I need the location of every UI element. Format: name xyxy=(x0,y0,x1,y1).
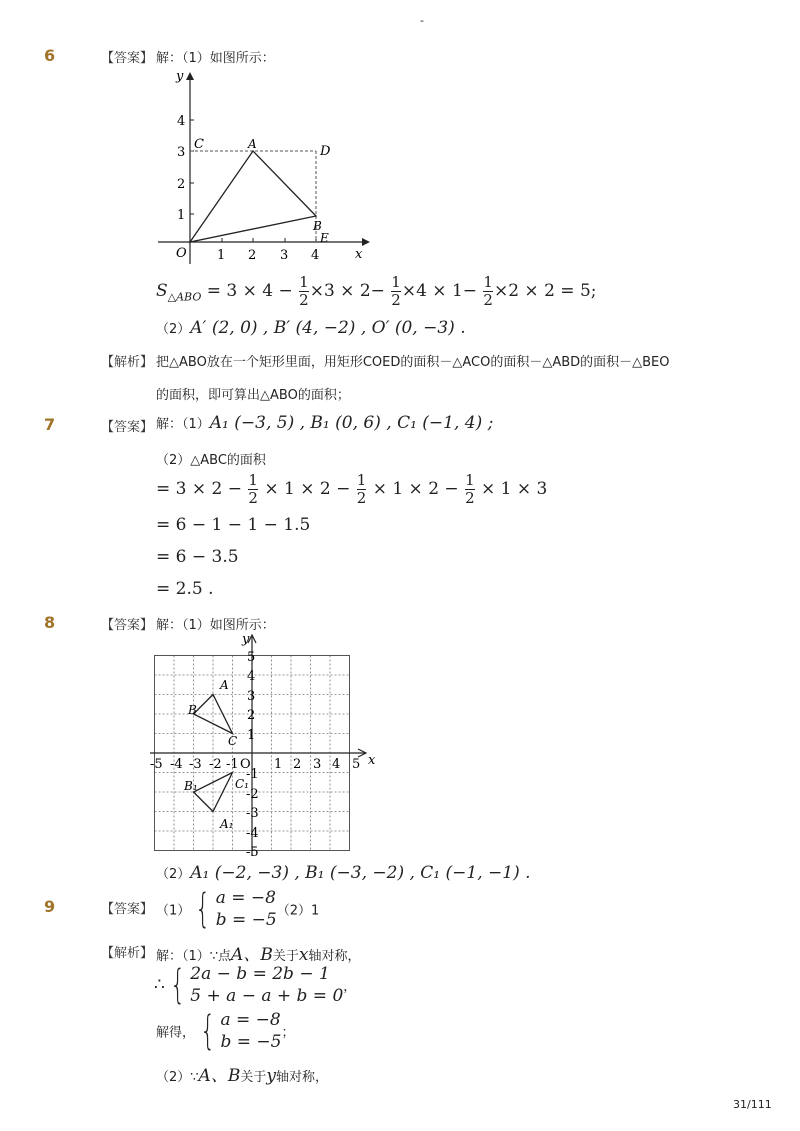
x-tick: 2 xyxy=(293,757,302,772)
q7-line1-text: 解：（1） xyxy=(156,417,210,432)
part-label: （2） xyxy=(156,867,191,882)
y-tick: 1 xyxy=(247,728,256,743)
part-label: （1） xyxy=(156,903,191,919)
point-label-o: O xyxy=(176,246,187,261)
y-tick: -2 xyxy=(246,787,259,802)
q8-grid-graph xyxy=(150,632,390,860)
point-label-c: C xyxy=(194,137,204,152)
denominator: 2 xyxy=(248,489,258,507)
numerator: 1 xyxy=(483,273,493,291)
q6-analysis-line1: 把△ABO放在一个矩形里面，用矩形COED的面积－△ACO的面积－△ABD的面积－△BEO xyxy=(156,355,670,370)
denominator: 2 xyxy=(391,291,401,309)
denominator: 2 xyxy=(465,489,475,507)
q9-system-2 xyxy=(154,963,356,1007)
x-tick: 3 xyxy=(280,248,289,263)
y-tick: 1 xyxy=(177,208,186,223)
q9-solution xyxy=(156,1009,294,1053)
y-axis-label: y xyxy=(176,69,184,84)
question-number-6: 6 xyxy=(44,46,56,65)
triangle-abo xyxy=(190,151,316,242)
analysis-text: 关于 xyxy=(272,949,299,964)
x-tick: 4 xyxy=(332,757,341,772)
punctuation: ； xyxy=(281,1025,295,1041)
page-number: 31/111 xyxy=(733,1098,772,1111)
equation: b = −5 xyxy=(215,910,277,930)
x-tick: 3 xyxy=(313,757,322,772)
q7-step4: = 2.5 . xyxy=(156,579,214,599)
y-axis-arrow xyxy=(186,72,194,80)
analysis-tag: 【解析】 xyxy=(101,946,154,961)
q7-line1-math: A₁ (−3, 5) , B₁ (0, 6) , C₁ (−1, 4) ; xyxy=(209,413,494,433)
q7-line2: （2）△ABC的面积 xyxy=(156,453,266,468)
therefore-symbol: ∴ xyxy=(154,975,165,995)
y-tick: -4 xyxy=(246,826,259,841)
analysis-text: 解：（1）∵点 xyxy=(156,949,232,964)
y-tick: -1 xyxy=(246,767,259,782)
fraction-half xyxy=(391,274,401,309)
step-term: = 3 × 2 − xyxy=(156,479,242,499)
x-axis-arrow xyxy=(362,238,370,246)
y-tick: 3 xyxy=(177,145,186,160)
y-tick: 5 xyxy=(247,650,256,665)
q8-part2 xyxy=(156,863,531,883)
x-tick: 5 xyxy=(352,757,361,772)
part2-math: A′ (2, 0) , B′ (4, −2) , O′ (0, −3) . xyxy=(190,318,466,338)
equation-system xyxy=(220,1009,281,1053)
left-brace-icon: { xyxy=(195,886,211,932)
area-term: ×3 × 2− xyxy=(309,281,385,301)
y-tick: 3 xyxy=(247,689,256,704)
x-tick: 4 xyxy=(311,248,320,263)
equation: b = −5 xyxy=(220,1032,282,1052)
point-label-e: E xyxy=(320,231,329,245)
origin-label: O xyxy=(240,757,251,772)
fraction-half xyxy=(357,472,367,507)
q6-analysis-line2: 的面积，即可算出△ABO的面积； xyxy=(156,388,350,403)
numerator: 1 xyxy=(356,471,367,489)
analysis-var: y xyxy=(266,1066,276,1086)
x-tick: 1 xyxy=(217,248,226,263)
equation: a = −8 xyxy=(215,888,276,908)
q7-line1 xyxy=(156,413,493,433)
question-number-7: 7 xyxy=(44,415,56,434)
part-label: （2）1 xyxy=(276,903,320,919)
x-tick: 1 xyxy=(274,757,283,772)
fraction-half xyxy=(299,274,309,309)
left-brace-icon: { xyxy=(200,1008,216,1054)
x-tick: -2 xyxy=(209,757,222,772)
point-label-a: A xyxy=(220,678,229,692)
point-label-b: B xyxy=(313,219,322,233)
fraction-half xyxy=(465,472,475,507)
point-label-c1: C₁ xyxy=(235,777,249,791)
q8-intro: 解：（1）如图所示： xyxy=(156,618,275,633)
left-brace-icon: { xyxy=(169,962,186,1008)
answer-tag: 【答案】 xyxy=(101,420,154,435)
step-term: × 1 × 2 − xyxy=(264,479,351,499)
q6-area-formula xyxy=(156,274,597,309)
denominator: 2 xyxy=(299,291,309,309)
equation: a = −8 xyxy=(220,1010,281,1030)
x-axis-label: x xyxy=(368,753,376,768)
y-tick: 2 xyxy=(247,708,256,723)
q6-intro: 解：（1）如图所示： xyxy=(156,51,275,66)
y-tick: 4 xyxy=(177,114,186,129)
solve-label: 解得， xyxy=(156,1025,196,1041)
y-axis-label: y xyxy=(242,632,250,647)
equation-system xyxy=(190,963,343,1007)
x-tick: -3 xyxy=(189,757,202,772)
analysis-text: 关于 xyxy=(240,1070,267,1085)
point-label-b: B xyxy=(188,703,197,717)
point-label-a: A xyxy=(248,137,257,151)
numerator: 1 xyxy=(248,471,258,489)
area-subscript: △ABO xyxy=(167,290,202,304)
equation-system xyxy=(216,887,277,931)
numerator: 1 xyxy=(391,273,401,291)
denominator: 2 xyxy=(483,291,493,309)
point-label-b1: B₁ xyxy=(184,779,198,793)
header-mark: - xyxy=(420,14,424,27)
point-label-a1: A₁ xyxy=(220,817,234,831)
x-tick: -1 xyxy=(226,757,239,772)
x-tick: -4 xyxy=(170,757,183,772)
area-term: ×2 × 2 = 5; xyxy=(493,281,597,301)
analysis-text: 轴对称， xyxy=(308,949,361,964)
analysis-var: x xyxy=(298,945,309,965)
y-tick: -3 xyxy=(246,806,259,821)
y-tick: 4 xyxy=(247,669,256,684)
q7-step2: = 6 − 1 − 1 − 1.5 xyxy=(156,515,311,535)
punctuation: ， xyxy=(343,979,357,995)
q6-coordinate-graph xyxy=(150,68,370,268)
q9-part2-line xyxy=(156,1061,328,1086)
q7-step3: = 6 − 3.5 xyxy=(156,547,239,567)
analysis-math: A、B xyxy=(231,945,273,965)
x-tick: -5 xyxy=(150,757,163,772)
analysis-text: （2）∵ xyxy=(156,1070,199,1085)
fraction-half xyxy=(483,274,493,309)
q9-analysis-line1 xyxy=(156,940,360,965)
x-tick: 2 xyxy=(248,248,257,263)
area-term: = 3 × 4 − xyxy=(201,281,293,301)
denominator: 2 xyxy=(356,489,367,507)
x-axis-label: x xyxy=(355,247,363,262)
q7-step1 xyxy=(156,472,547,507)
answer-tag: 【答案】 xyxy=(101,902,154,917)
numerator: 1 xyxy=(299,273,309,291)
y-tick: -5 xyxy=(246,845,259,860)
equation: 5 + a − a + b = 0 xyxy=(190,986,344,1006)
answer-tag: 【答案】 xyxy=(101,51,154,66)
question-number-9: 9 xyxy=(44,897,56,916)
answer-tag: 【答案】 xyxy=(101,618,154,633)
part-label: （2） xyxy=(156,322,191,337)
analysis-tag: 【解析】 xyxy=(101,355,154,370)
q9-answer xyxy=(156,887,319,931)
point-label-d: D xyxy=(320,144,331,159)
analysis-math: A、B xyxy=(198,1066,241,1086)
point-label-c: C xyxy=(228,734,238,748)
analysis-text: 轴对称， xyxy=(275,1070,328,1085)
area-term: ×4 × 1− xyxy=(401,281,478,301)
numerator: 1 xyxy=(465,471,475,489)
fraction-half xyxy=(248,472,258,507)
q6-part2 xyxy=(156,318,466,338)
step-term: × 1 × 3 xyxy=(481,479,548,499)
question-number-8: 8 xyxy=(44,613,56,632)
part2-math: A₁ (−2, −3) , B₁ (−3, −2) , C₁ (−1, −1) . xyxy=(190,863,531,883)
step-term: × 1 × 2 − xyxy=(372,479,459,499)
equation: 2a − b = 2b − 1 xyxy=(190,964,330,984)
y-tick: 2 xyxy=(177,177,186,192)
area-symbol: S xyxy=(156,281,168,301)
